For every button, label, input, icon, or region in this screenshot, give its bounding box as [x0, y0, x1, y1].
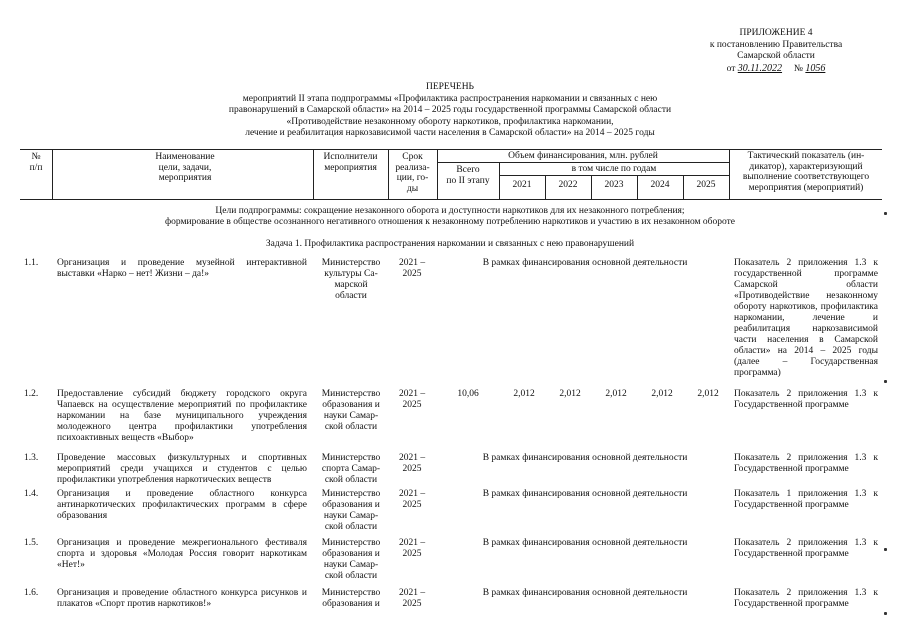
- row-year-value: 2,012: [559, 389, 581, 399]
- goals-line: Цели подпрограммы: сокращение незаконного оборота и доступности наркотиков для их незаконного потребления;: [215, 206, 685, 216]
- row-indicator: Показатель 1 приложения 1.3 к Государственной программе: [734, 489, 878, 510]
- header-term-line: реализа-: [395, 162, 430, 173]
- executor-line: Министерство: [321, 389, 381, 399]
- row-financing: В рамках финансирования основной деятельности: [482, 453, 688, 463]
- row-financing: В рамках финансирования основной деятельности: [482, 258, 688, 268]
- document-title: [200, 82, 700, 140]
- header-total-line: Всего: [456, 165, 480, 175]
- header-name-line: Наименование: [155, 152, 215, 162]
- row-number: 1.5.: [24, 538, 39, 548]
- appendix-resolution: к постановлению Правительства: [709, 39, 843, 50]
- header-top-rule: [20, 149, 882, 150]
- header-executors-line: мероприятия: [324, 162, 377, 173]
- executor-line: спорта Самар-: [321, 464, 381, 474]
- row-indicator: Показатель 2 приложения 1.3 к Государственной программе: [734, 453, 878, 474]
- executor-line: ской области: [324, 522, 378, 532]
- header-indicator-line: Тактический показатель (ин-: [747, 151, 865, 161]
- row-year-value: 2,012: [605, 389, 627, 399]
- header-name: [100, 152, 270, 184]
- executor-line: Министерство: [321, 588, 381, 598]
- number-prefix: №: [793, 63, 803, 74]
- row-term: [392, 389, 432, 411]
- row-indicator: Показатель 2 приложения 1.3 к Государственной программе: [734, 588, 878, 609]
- title-line: мероприятий II этапа подпрограммы «Профилактика распространения наркомании и связанных с нею: [242, 93, 658, 104]
- row-name: Организация и проведение областного конкурса рисунков и плакатов «Спорт против наркотиков!»: [57, 588, 307, 609]
- term-line: 2025: [402, 269, 422, 279]
- executor-line: ской области: [324, 422, 378, 432]
- row-executor: [316, 489, 386, 533]
- goals-block: [100, 206, 800, 228]
- header-term: [388, 152, 437, 194]
- title-heading: ПЕРЕЧЕНЬ: [425, 82, 475, 92]
- term-line: 2025: [402, 464, 422, 474]
- header-num-line: п/п: [29, 162, 43, 173]
- number-value: 1056: [805, 62, 826, 74]
- row-financing: В рамках финансирования основной деятельности: [482, 588, 688, 598]
- executor-line: науки Самар-: [323, 511, 379, 521]
- header-indicator-line: мероприятия (мероприятий): [748, 182, 864, 193]
- executor-line: культуры Са-: [324, 269, 378, 279]
- row-term: [392, 453, 432, 475]
- scan-mark: [884, 212, 887, 215]
- header-by-years: в том числе по годам: [571, 164, 657, 174]
- date-value: 30.11.2022: [737, 62, 783, 74]
- header-term-line: ды: [406, 183, 419, 194]
- term-line: 2025: [402, 400, 422, 410]
- row-executor: [316, 538, 386, 582]
- row-executor: [316, 389, 386, 433]
- header-num-line: №: [31, 152, 41, 162]
- row-financing: В рамках финансирования основной деятельности: [482, 489, 688, 499]
- term-line: 2025: [402, 599, 422, 609]
- title-line: лечение и реабилитация наркозависимой части населения в Самарской области» на 2014 – 2025 годы: [245, 128, 655, 138]
- executor-line: марской: [334, 280, 368, 290]
- term-line: 2021 –: [398, 453, 426, 463]
- row-term: [392, 538, 432, 560]
- row-financing: В рамках финансирования основной деятельности: [482, 538, 688, 548]
- row-number: 1.3.: [24, 453, 39, 463]
- executor-line: ской области: [324, 475, 378, 485]
- term-line: 2025: [402, 500, 422, 510]
- executor-line: Министерство: [321, 453, 381, 463]
- row-indicator: Показатель 2 приложения 1.3 к Государственной программе: [734, 538, 878, 559]
- header-mid-rule: [437, 162, 729, 163]
- header-indicator: [731, 151, 881, 193]
- term-line: 2021 –: [398, 489, 426, 499]
- header-executors-line: Исполнители: [323, 152, 378, 162]
- header-executors: [313, 152, 388, 173]
- header-total-line: по II этапу: [446, 175, 490, 186]
- executor-line: образования и: [322, 599, 380, 609]
- term-line: 2021 –: [398, 588, 426, 598]
- term-line: 2021 –: [398, 258, 426, 268]
- header-financing: Объем финансирования, млн. рублей: [508, 151, 658, 161]
- executor-line: Министерство: [321, 538, 381, 548]
- appendix-title: ПРИЛОЖЕНИЕ 4: [739, 28, 813, 38]
- header-total: [437, 165, 499, 186]
- title-line: «Противодействие незаконному обороту наркотиков, профилактика наркомании,: [286, 116, 614, 127]
- row-number: 1.4.: [24, 489, 39, 499]
- executor-line: ской области: [324, 571, 378, 581]
- term-line: 2025: [402, 549, 422, 559]
- executor-line: науки Самар-: [323, 560, 379, 570]
- row-executor: [316, 258, 386, 302]
- row-year-value: 2,012: [513, 389, 535, 399]
- header-name-line: мероприятия: [158, 173, 212, 183]
- row-term: [392, 258, 432, 280]
- header-year: 2025: [696, 180, 716, 190]
- header-term-line: ции, го-: [396, 173, 429, 183]
- row-term: [392, 489, 432, 511]
- row-number: 1.2.: [24, 389, 39, 399]
- task-heading: Задача 1. Профилактика распространения наркомании и связанных с нею правонарушений: [265, 239, 635, 249]
- header-year: 2022: [558, 180, 578, 190]
- appendix-region: Самарской области: [737, 51, 815, 61]
- row-indicator: Показатель 2 приложения 1.3 к Государственной программе: [734, 389, 878, 410]
- row-total: 10,06: [457, 389, 479, 399]
- header-bottom-rule: [20, 199, 882, 200]
- date-prefix: от: [726, 63, 736, 74]
- title-line: правонарушений в Самарской области» на 2014 – 2025 годы государственной программы Самарской области: [228, 105, 672, 115]
- row-number: 1.6.: [24, 588, 39, 598]
- term-line: 2021 –: [398, 389, 426, 399]
- row-term: [392, 588, 432, 610]
- row-indicator: Показатель 2 приложения 1.3 к государственной программе Самарской области «Противодействие незаконному обороту наркотиков, профилактика наркомании, лечение и реабилитация наркозависимой части населения в Самарской области» на 2014 – 2025 годы (далее – Государственная программа): [734, 258, 878, 378]
- header-year: 2023: [604, 180, 624, 190]
- header-name-line: цели, задачи,: [158, 162, 212, 173]
- row-number: 1.1.: [24, 258, 39, 268]
- appendix-block: [676, 28, 876, 75]
- row-name: Организация и проведение областного конкурса антинаркотических профилактических программ в сфере образования: [57, 489, 307, 521]
- row-executor: [316, 588, 386, 610]
- executor-line: области: [335, 291, 367, 301]
- executor-line: Министерство: [321, 489, 381, 499]
- executor-line: образования и: [322, 500, 380, 510]
- header-divider: [52, 149, 53, 199]
- scan-mark: [884, 548, 887, 551]
- header-indicator-line: дикатор), характеризующий: [749, 161, 863, 172]
- scan-mark: [884, 612, 887, 615]
- header-year: 2024: [650, 180, 670, 190]
- row-name: Проведение массовых физкультурных и спортивных мероприятий среди учащихся и студентов с целью профилактики употребления наркотических веществ: [57, 453, 307, 485]
- row-name: Предоставление субсидий бюджету городского округа Чапаевск на осуществление мероприятий по профилактике наркомании на базе муниципального учреждения молодежного центра профилактики употребления психоактивных веществ «Выбор»: [57, 389, 307, 443]
- row-year-value: 2,012: [697, 389, 719, 399]
- header-years-rule: [499, 175, 729, 176]
- executor-line: образования и: [322, 400, 380, 410]
- executor-line: науки Самар-: [323, 411, 379, 421]
- row-name: Организация и проведение музейной интерактивной выставки «Нарко – нет! Жизни – да!»: [57, 258, 307, 279]
- executor-line: образования и: [322, 549, 380, 559]
- executor-line: Министерство: [321, 258, 381, 268]
- goals-line: формирование в обществе осознанного негативного отношения к незаконному потреблению наркотиков и участию в их незаконном обороте: [164, 217, 736, 227]
- header-divider: [729, 149, 730, 199]
- row-year-value: 2,012: [651, 389, 673, 399]
- header-term-line: Срок: [402, 152, 423, 162]
- header-indicator-line: выполнение соответствующего: [742, 172, 870, 182]
- appendix-date-number: [676, 63, 876, 76]
- header-year: 2021: [512, 180, 532, 190]
- row-name: Организация и проведение межрегионального фестиваля спорта и здоровья «Молодая Россия говорит наркотикам «Нет!»: [57, 538, 307, 570]
- row-executor: [316, 453, 386, 486]
- term-line: 2021 –: [398, 538, 426, 548]
- scan-mark: [884, 380, 887, 383]
- header-num: [20, 152, 52, 173]
